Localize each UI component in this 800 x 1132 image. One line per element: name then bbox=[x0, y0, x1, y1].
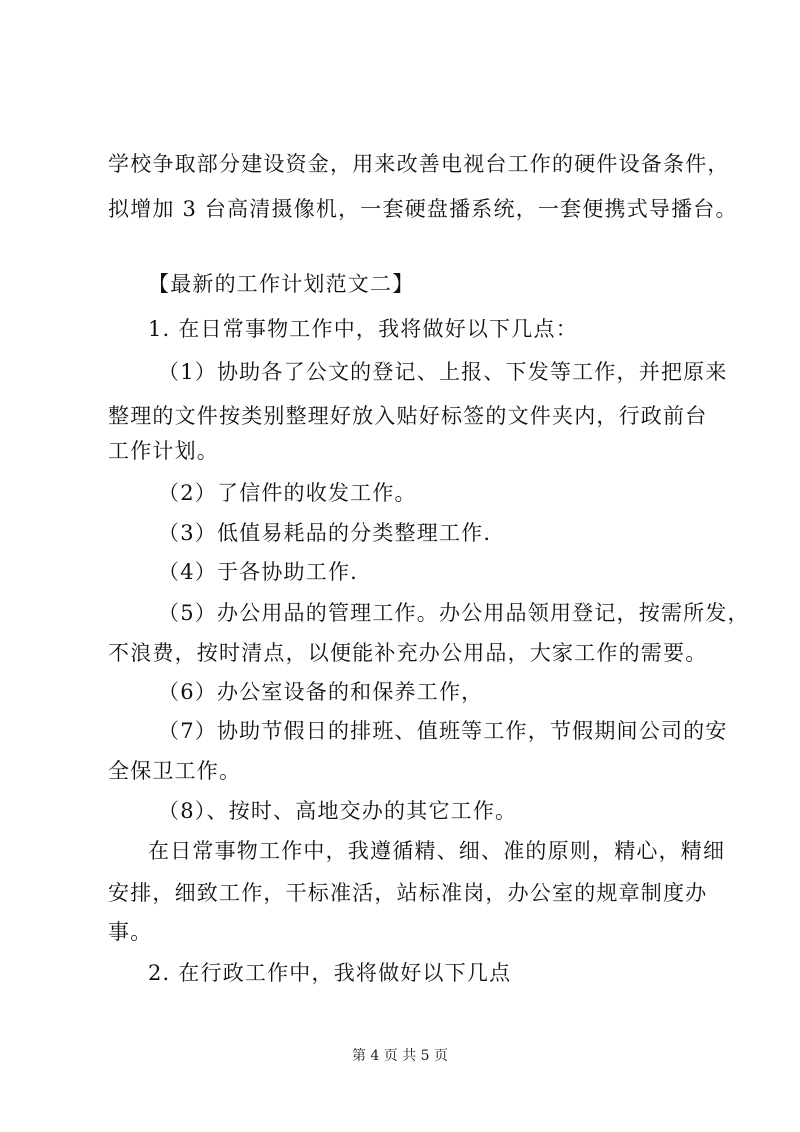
page-footer: 第 4 页 共 5 页 bbox=[351, 1048, 449, 1064]
list-item: （7）协助节假日的排班、值班等工作，节假期间公司的安 bbox=[158, 719, 728, 743]
paragraph-line: 整理的文件按类别整理好放入贴好标签的文件夹内，行政前台 bbox=[108, 404, 708, 428]
list-item: （4）于各协助工作. bbox=[158, 560, 359, 584]
section-heading: 【最新的工作计划范文二】 bbox=[148, 272, 415, 296]
list-item: （6）办公室设备的和保养工作， bbox=[158, 680, 484, 704]
paragraph-line: 在日常事物工作中，我遵循精、细、准的原则，精心，精细 bbox=[148, 839, 726, 863]
paragraph-line: 安排，细致工作，干标准活，站标准岗，办公室的规章制度办 bbox=[108, 881, 708, 905]
paragraph-line: 工作计划。 bbox=[108, 439, 219, 463]
paragraph-line: 2. 在行政工作中，我将做好以下几点 bbox=[148, 961, 512, 985]
list-item: （5）办公用品的管理工作。办公用品领用登记，按需所发， bbox=[158, 601, 750, 625]
paragraph-line: 学校争取部分建设资金，用来改善电视台工作的硬件设备条件， bbox=[108, 152, 730, 176]
list-item: （1）协助各了公文的登记、上报、下发等工作，并把原来 bbox=[158, 360, 728, 384]
list-item: （2）了信件的收发工作。 bbox=[158, 481, 417, 505]
list-item: （3）低值易耗品的分类整理工作. bbox=[158, 521, 492, 545]
paragraph-line: 1. 在日常事物工作中，我将做好以下几点： bbox=[148, 317, 578, 341]
paragraph-line: 不浪费，按时清点，以便能补充办公用品，大家工作的需要。 bbox=[108, 641, 708, 665]
paragraph-line: 拟增加 3 台高清摄像机，一套硬盘播系统，一套便携式导播台。 bbox=[108, 197, 738, 221]
paragraph-line: 事。 bbox=[108, 920, 153, 944]
paragraph-line: 全保卫工作。 bbox=[108, 759, 242, 783]
list-item: （8）、按时、高地交办的其它工作。 bbox=[158, 799, 518, 823]
